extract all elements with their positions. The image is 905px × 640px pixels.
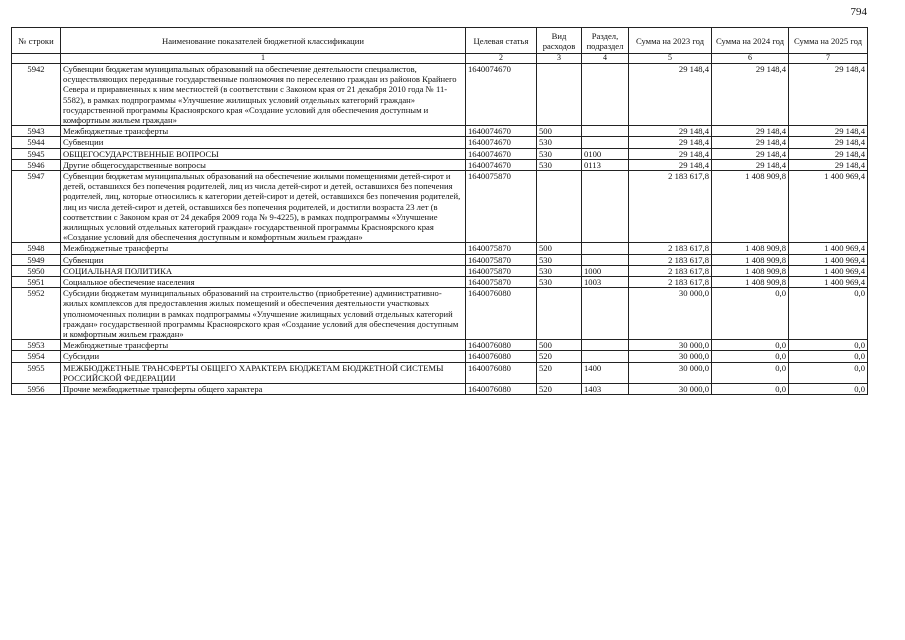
column-number: 1 <box>61 54 466 64</box>
table-row <box>12 64 868 126</box>
row-expense-type: 500 <box>537 340 582 351</box>
row-expense-type: 500 <box>537 243 582 254</box>
row-sum-2023: 29 148,4 <box>629 64 712 126</box>
row-number: 5952 <box>12 288 61 340</box>
row-target: 1640074670 <box>466 137 537 148</box>
row-number: 5942 <box>12 64 61 126</box>
row-number: 5946 <box>12 159 61 170</box>
row-target: 1640076080 <box>466 351 537 362</box>
row-target: 1640074670 <box>466 64 537 126</box>
table-body <box>12 64 868 395</box>
row-sum-2025: 0,0 <box>789 351 868 362</box>
row-section <box>582 64 629 126</box>
table-row <box>12 277 868 288</box>
row-section <box>582 351 629 362</box>
row-sum-2023: 29 148,4 <box>629 148 712 159</box>
header-sum-2024: Сумма на 2024 год <box>712 28 789 54</box>
column-number: 6 <box>712 54 789 64</box>
row-sum-2025: 1 400 969,4 <box>789 254 868 265</box>
row-sum-2024: 0,0 <box>712 384 789 395</box>
table-row <box>12 254 868 265</box>
row-expense-type: 530 <box>537 137 582 148</box>
row-name: Субвенции <box>61 254 466 265</box>
row-sum-2024: 1 408 909,8 <box>712 171 789 243</box>
row-sum-2024: 1 408 909,8 <box>712 243 789 254</box>
row-target: 1640074670 <box>466 159 537 170</box>
table-row <box>12 351 868 362</box>
row-section <box>582 340 629 351</box>
row-sum-2023: 2 183 617,8 <box>629 171 712 243</box>
row-name: Субвенции бюджетам муниципальных образований на обеспечение жилыми помещениями детей-сирот и детей, оставшихся без попечения родителей, лиц из числа детей-сирот и детей, оставшихся без попечения родителей, лиц, которые относились к категории детей-сирот и детей, оставшихся без попечения родителей, лиц из числа детей-сирот и детей, оставшихся без попечения родителей, и достигли возраста 23 лет (в соответствии с Законом края от 24 декабря 2009 года № 9-4225), в рамках подпрограммы «Улучшение жилищных условий отдельных категорий граждан» государственной программы Красноярского края «Создание условий для обеспечения доступным и комфортным жильем граждан» <box>61 171 466 243</box>
row-section: 1003 <box>582 277 629 288</box>
row-section <box>582 288 629 340</box>
budget-table <box>11 27 868 395</box>
row-sum-2025: 0,0 <box>789 384 868 395</box>
column-number: 3 <box>537 54 582 64</box>
row-sum-2023: 30 000,0 <box>629 340 712 351</box>
row-sum-2024: 1 408 909,8 <box>712 254 789 265</box>
row-sum-2025: 1 400 969,4 <box>789 171 868 243</box>
row-number: 5954 <box>12 351 61 362</box>
row-number: 5951 <box>12 277 61 288</box>
table-row <box>12 148 868 159</box>
row-name: Межбюджетные трансферты <box>61 243 466 254</box>
row-expense-type: 500 <box>537 126 582 137</box>
row-number: 5955 <box>12 362 61 383</box>
column-number: 4 <box>582 54 629 64</box>
row-name: СОЦИАЛЬНАЯ ПОЛИТИКА <box>61 265 466 276</box>
row-name: ОБЩЕГОСУДАРСТВЕННЫЕ ВОПРОСЫ <box>61 148 466 159</box>
row-number: 5956 <box>12 384 61 395</box>
row-sum-2024: 1 408 909,8 <box>712 277 789 288</box>
row-sum-2025: 29 148,4 <box>789 137 868 148</box>
row-sum-2025: 1 400 969,4 <box>789 265 868 276</box>
row-sum-2024: 29 148,4 <box>712 159 789 170</box>
row-expense-type: 530 <box>537 265 582 276</box>
row-sum-2025: 0,0 <box>789 288 868 340</box>
table-row <box>12 384 868 395</box>
column-number <box>12 54 61 64</box>
row-name: Межбюджетные трансферты <box>61 340 466 351</box>
table-row <box>12 137 868 148</box>
row-target: 1640076080 <box>466 288 537 340</box>
row-sum-2023: 30 000,0 <box>629 288 712 340</box>
row-number: 5948 <box>12 243 61 254</box>
row-expense-type <box>537 171 582 243</box>
row-target: 1640075870 <box>466 243 537 254</box>
row-expense-type: 530 <box>537 277 582 288</box>
row-sum-2024: 0,0 <box>712 288 789 340</box>
row-target: 1640074670 <box>466 148 537 159</box>
row-expense-type: 530 <box>537 148 582 159</box>
header-name: Наименование показателей бюджетной классификации <box>61 28 466 54</box>
header-row-no: № строки <box>12 28 61 54</box>
row-expense-type <box>537 64 582 126</box>
row-target: 1640076080 <box>466 340 537 351</box>
row-target: 1640075870 <box>466 265 537 276</box>
row-sum-2023: 2 183 617,8 <box>629 243 712 254</box>
row-section: 1000 <box>582 265 629 276</box>
row-section <box>582 137 629 148</box>
row-name: Субсидии <box>61 351 466 362</box>
column-number: 7 <box>789 54 868 64</box>
row-expense-type <box>537 288 582 340</box>
row-number: 5943 <box>12 126 61 137</box>
row-name: Субвенции бюджетам муниципальных образований на обеспечение деятельности специалистов, осуществляющих переданные государственные полномочия по переселению граждан из районов Крайнего Севера и приравненных к ним местностей (в соответствии с Законом края от 21 декабря 2010 года № 11-5582), в рамках подпрограммы «Улучшение жилищных условий отдельных категорий граждан» государственной программы Красноярского края «Создание условий для обеспечения доступным и комфортным жильем граждан» <box>61 64 466 126</box>
row-name: МЕЖБЮДЖЕТНЫЕ ТРАНСФЕРТЫ ОБЩЕГО ХАРАКТЕРА БЮДЖЕТАМ БЮДЖЕТНОЙ СИСТЕМЫ РОССИЙСКОЙ ФЕДЕРАЦИИ <box>61 362 466 383</box>
table-row <box>12 362 868 383</box>
row-expense-type: 530 <box>537 254 582 265</box>
table-row <box>12 265 868 276</box>
header-row <box>12 28 868 54</box>
row-target: 1640075870 <box>466 254 537 265</box>
table-row <box>12 340 868 351</box>
table-row <box>12 126 868 137</box>
row-number: 5950 <box>12 265 61 276</box>
row-name: Прочие межбюджетные трансферты общего характера <box>61 384 466 395</box>
row-sum-2023: 30 000,0 <box>629 384 712 395</box>
row-target: 1640075870 <box>466 171 537 243</box>
header-sum-2025: Сумма на 2025 год <box>789 28 868 54</box>
row-section: 1403 <box>582 384 629 395</box>
row-target: 1640074670 <box>466 126 537 137</box>
row-sum-2023: 30 000,0 <box>629 362 712 383</box>
row-sum-2024: 0,0 <box>712 351 789 362</box>
row-name: Межбюджетные трансферты <box>61 126 466 137</box>
column-number: 5 <box>629 54 712 64</box>
row-sum-2023: 29 148,4 <box>629 159 712 170</box>
header-target: Целевая статья <box>466 28 537 54</box>
row-name: Другие общегосударственные вопросы <box>61 159 466 170</box>
row-number: 5947 <box>12 171 61 243</box>
row-sum-2025: 1 400 969,4 <box>789 243 868 254</box>
row-sum-2023: 29 148,4 <box>629 137 712 148</box>
header-section: Раздел, подраздел <box>582 28 629 54</box>
row-sum-2024: 0,0 <box>712 362 789 383</box>
row-sum-2023: 2 183 617,8 <box>629 277 712 288</box>
row-number: 5945 <box>12 148 61 159</box>
row-section: 0100 <box>582 148 629 159</box>
row-expense-type: 530 <box>537 159 582 170</box>
row-expense-type: 520 <box>537 362 582 383</box>
row-number: 5949 <box>12 254 61 265</box>
row-sum-2024: 29 148,4 <box>712 137 789 148</box>
row-number: 5944 <box>12 137 61 148</box>
column-number-row <box>12 54 868 64</box>
row-target: 1640076080 <box>466 384 537 395</box>
row-section: 0113 <box>582 159 629 170</box>
row-number: 5953 <box>12 340 61 351</box>
row-expense-type: 520 <box>537 384 582 395</box>
row-sum-2023: 30 000,0 <box>629 351 712 362</box>
header-sum-2023: Сумма на 2023 год <box>629 28 712 54</box>
row-name: Социальное обеспечение населения <box>61 277 466 288</box>
page-number: 794 <box>850 6 867 18</box>
column-number: 2 <box>466 54 537 64</box>
row-sum-2025: 1 400 969,4 <box>789 277 868 288</box>
row-target: 1640076080 <box>466 362 537 383</box>
row-sum-2024: 29 148,4 <box>712 126 789 137</box>
row-sum-2023: 29 148,4 <box>629 126 712 137</box>
row-sum-2024: 0,0 <box>712 340 789 351</box>
row-sum-2024: 29 148,4 <box>712 148 789 159</box>
row-sum-2024: 1 408 909,8 <box>712 265 789 276</box>
table-row <box>12 171 868 243</box>
header-expense-type: Вид расходов <box>537 28 582 54</box>
row-sum-2023: 2 183 617,8 <box>629 254 712 265</box>
row-sum-2024: 29 148,4 <box>712 64 789 126</box>
row-sum-2025: 0,0 <box>789 340 868 351</box>
row-section <box>582 243 629 254</box>
row-section <box>582 171 629 243</box>
row-sum-2023: 2 183 617,8 <box>629 265 712 276</box>
row-sum-2025: 29 148,4 <box>789 159 868 170</box>
row-sum-2025: 29 148,4 <box>789 148 868 159</box>
row-sum-2025: 29 148,4 <box>789 64 868 126</box>
table-row <box>12 288 868 340</box>
row-target: 1640075870 <box>466 277 537 288</box>
table-row <box>12 159 868 170</box>
row-name: Субвенции <box>61 137 466 148</box>
row-expense-type: 520 <box>537 351 582 362</box>
row-section <box>582 126 629 137</box>
row-section <box>582 254 629 265</box>
row-sum-2025: 0,0 <box>789 362 868 383</box>
row-name: Субсидии бюджетам муниципальных образований на строительство (приобретение) административно-жилых комплексов для предоставления жилых помещений и обеспечения деятельности участковых уполномоченных полиции в рамках подпрограммы «Улучшение жилищных условий отдельных категорий граждан» государственной программы Красноярского края «Создание условий для обеспечения доступным и комфортным жильем граждан» <box>61 288 466 340</box>
row-sum-2025: 29 148,4 <box>789 126 868 137</box>
table-row <box>12 243 868 254</box>
row-section: 1400 <box>582 362 629 383</box>
